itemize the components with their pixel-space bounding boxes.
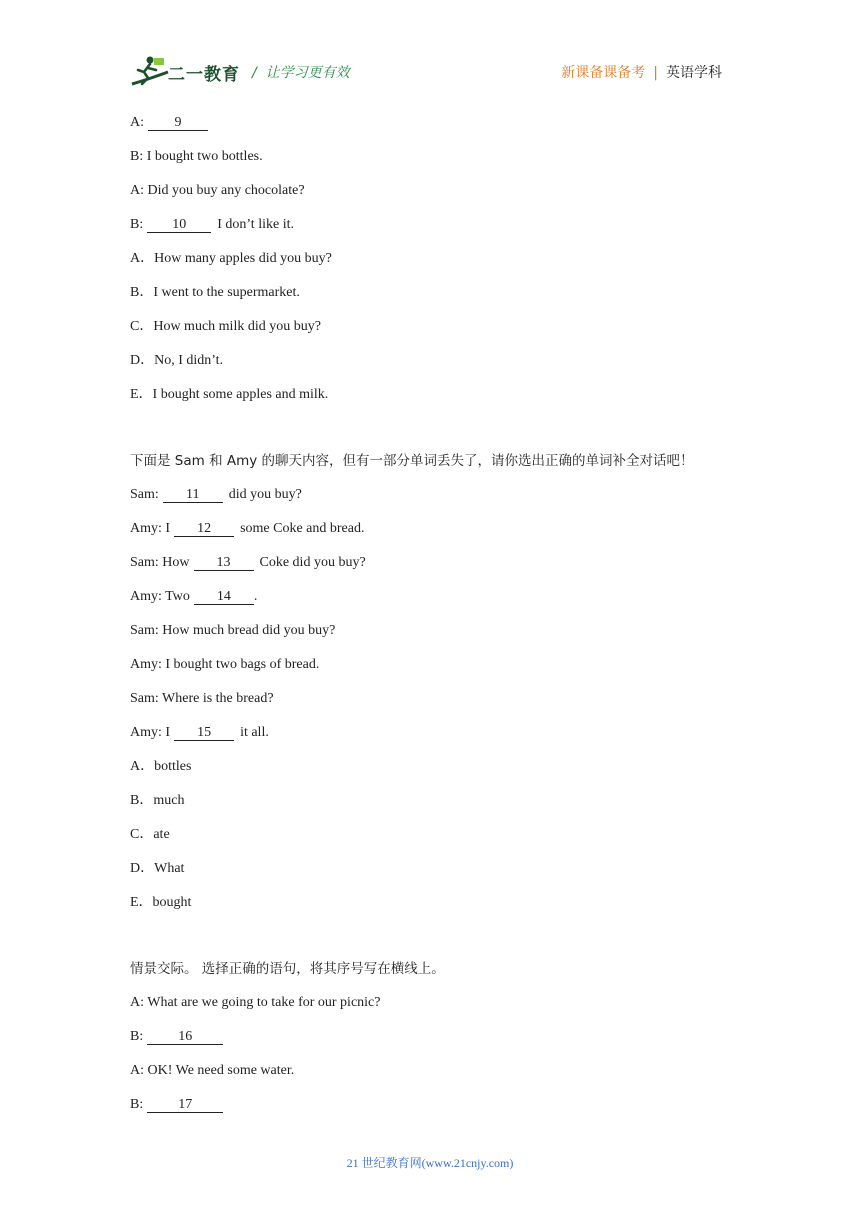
option-item: C．ate	[130, 827, 170, 842]
answer-blank[interactable]: 16	[147, 1029, 223, 1045]
dialogue-line: A: 9	[130, 114, 214, 132]
answer-blank[interactable]: 15	[174, 725, 234, 741]
slogan-text: 让学习更有效	[265, 65, 350, 81]
option-item: D．What	[130, 861, 185, 876]
header-primary: 新课备课备考	[561, 65, 646, 81]
header-separator: |	[653, 65, 658, 81]
page-footer: 21 世纪教育网(www.21cnjy.com)	[346, 1156, 514, 1170]
section-instruction: 下面是 Sam 和 Amy 的聊天内容，但有一部分单词丢失了，请你选出正确的单词补全对话吧！	[130, 453, 694, 469]
section-instruction: 情景交际。 选择正确的语句，将其序号写在横线上。	[130, 961, 445, 977]
page-header	[0, 0, 860, 100]
dialogue-line: A: OK! We need some water.	[130, 1063, 295, 1078]
header-right	[561, 62, 722, 82]
dialogue-line: Amy: I 12 some Coke and bread.	[130, 521, 365, 536]
dialogue-line: Sam: Where is the bread?	[130, 691, 274, 706]
answer-blank[interactable]: 14	[194, 589, 254, 605]
dialogue-line: B: I bought two bottles.	[130, 149, 263, 164]
dialogue-line: B: 16	[130, 1028, 229, 1046]
dialogue-line: B: 17	[130, 1096, 229, 1114]
option-item: E．bought	[130, 895, 192, 910]
runner-logo-icon	[128, 54, 172, 88]
logo-text: 二一教育	[168, 65, 240, 85]
answer-blank[interactable]: 12	[174, 521, 234, 537]
dialogue-line: B: 10 I don’t like it.	[130, 217, 294, 232]
dialogue-line: Amy: I 15 it all.	[130, 725, 269, 740]
dialogue-line: A: What are we going to take for our picnic?	[130, 995, 381, 1010]
option-item: A．bottles	[130, 759, 192, 774]
option-item: A．How many apples did you buy?	[130, 251, 332, 266]
dialogue-line: Sam: 11 did you buy?	[130, 487, 302, 502]
answer-blank[interactable]: 11	[163, 487, 223, 503]
option-item: E．I bought some apples and milk.	[130, 387, 329, 402]
option-item: B．I went to the supermarket.	[130, 285, 300, 300]
dialogue-line: Sam: How 13 Coke did you buy?	[130, 555, 366, 570]
dialogue-line: Amy: I bought two bags of bread.	[130, 657, 320, 672]
dialogue-line: A: Did you buy any chocolate?	[130, 183, 305, 198]
option-item: D．No, I didn’t.	[130, 353, 224, 368]
answer-blank[interactable]: 9	[148, 115, 208, 131]
answer-blank[interactable]: 17	[147, 1097, 223, 1113]
logo	[128, 54, 240, 92]
dialogue-line: Sam: How much bread did you buy?	[130, 623, 336, 638]
dialogue-line: Amy: Two 14 .	[130, 589, 258, 604]
option-item: C．How much milk did you buy?	[130, 319, 321, 334]
header-slogan	[252, 62, 350, 82]
answer-blank[interactable]: 13	[194, 555, 254, 571]
option-item: B．much	[130, 793, 185, 808]
header-subject: 英语学科	[666, 65, 722, 81]
answer-blank[interactable]: 10	[147, 217, 211, 233]
slogan-prefix: /	[252, 65, 257, 81]
